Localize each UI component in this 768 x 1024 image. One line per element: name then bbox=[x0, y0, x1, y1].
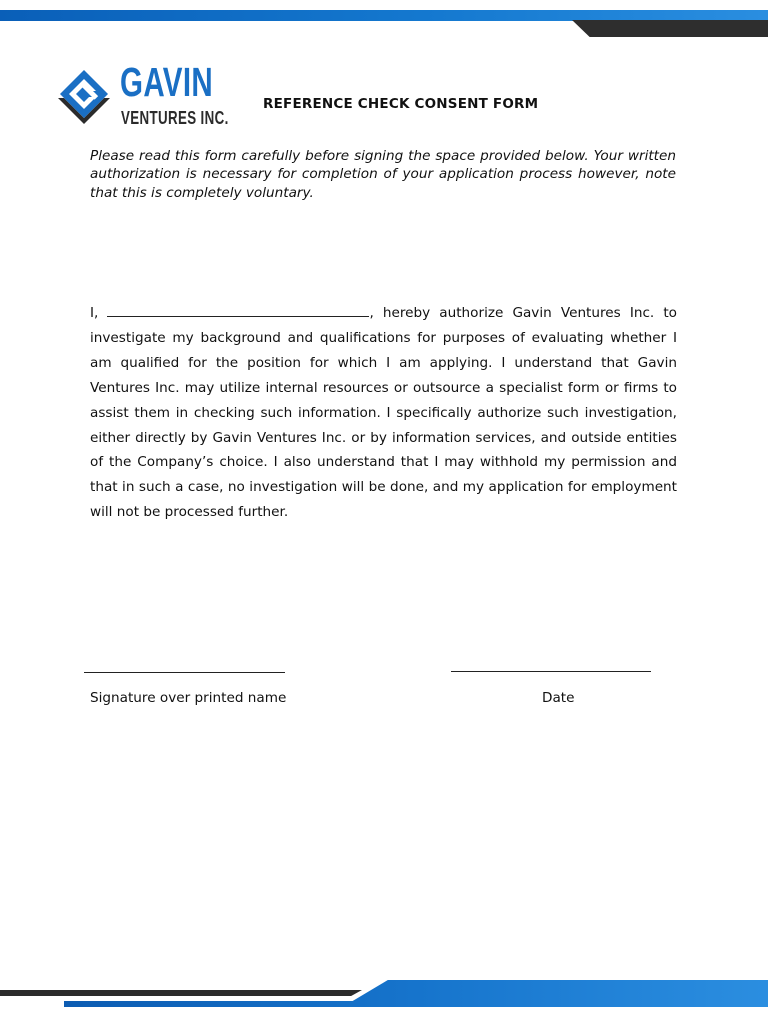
form-title: REFERENCE CHECK CONSENT FORM bbox=[263, 96, 539, 112]
consent-text: , hereby authorize Gavin Ventures Inc. to investigate my background and qualifications for purposes of evaluating whether I am qualified for the position for which I am applying. I understand that Gavin Ventures Inc. may utilize internal resources or outsource a specialist form or firms to assist them in checking such information. I specifically authorize such investigation, either directly by Gavin Ventures Inc. or by information services, and outside entities of the Company’s choice. I also understand that I may withhold my permission and that in such a case, no investigation will be done, and my application for employment will not be processed further. bbox=[90, 305, 677, 521]
date-line[interactable] bbox=[451, 671, 651, 672]
name-blank-field[interactable] bbox=[107, 304, 369, 317]
logo-wordmark: GAVIN bbox=[120, 59, 214, 105]
header-dark-bar bbox=[572, 20, 768, 37]
intro-paragraph: Please read this form carefully before signing the space provided below. Your written authorization is necessary for completion of your application process however, note that this is completely voluntary. bbox=[90, 148, 676, 201]
signature-line[interactable] bbox=[84, 672, 285, 673]
signature-label: Signature over printed name bbox=[90, 690, 287, 706]
header-blue-bar bbox=[0, 10, 768, 21]
logo-subtitle: VENTURES INC. bbox=[121, 108, 229, 128]
consent-paragraph bbox=[90, 301, 677, 525]
consent-prefix: I, bbox=[90, 305, 99, 321]
date-label: Date bbox=[542, 690, 575, 706]
footer-dark-bar bbox=[0, 990, 362, 996]
